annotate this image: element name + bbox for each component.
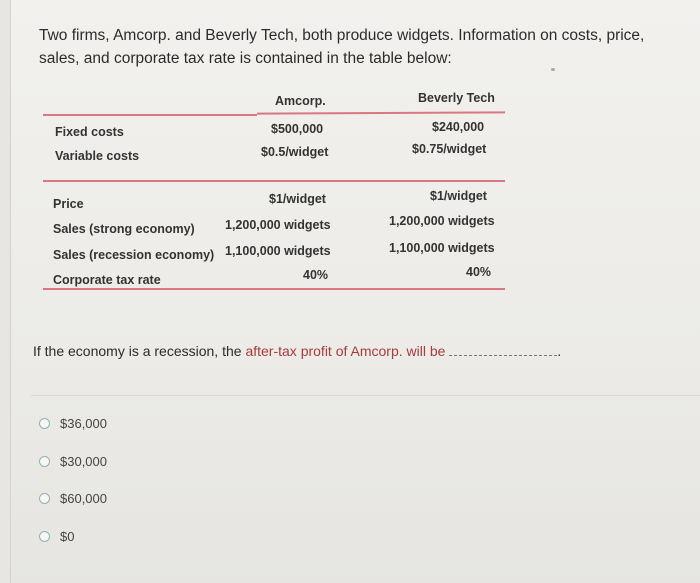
question-text: [33, 343, 673, 359]
row-label-price: Price: [53, 197, 84, 211]
radio-button[interactable]: [39, 493, 50, 504]
question-end: .: [557, 343, 562, 359]
option-1[interactable]: [39, 416, 107, 431]
question-sheet: [10, 0, 700, 583]
option-label: $36,000: [60, 416, 107, 431]
radio-button[interactable]: [39, 531, 50, 542]
answer-blank: [449, 345, 557, 356]
option-label: $60,000: [60, 491, 107, 506]
row-label-sales-recession: Sales (recession economy): [53, 248, 215, 262]
option-4[interactable]: [39, 529, 74, 544]
amcorp-price: $1/widget: [269, 192, 326, 206]
intro-text: Two firms, Amcorp. and Beverly Tech, both produce widgets. Information on costs, price, sales, and corporate tax rate is contained in the table below:: [39, 27, 645, 67]
middle-rule: [43, 180, 505, 182]
bottom-rule: [43, 288, 505, 290]
option-label: $0: [60, 529, 75, 544]
col-header-beverly: Beverly Tech: [418, 91, 495, 105]
options-divider: [31, 395, 700, 396]
row-label-tax-rate: Corporate tax rate: [53, 273, 161, 287]
header-rule-right: [257, 111, 505, 114]
row-label-fixed-costs: Fixed costs: [55, 125, 124, 139]
option-label: $30,000: [60, 454, 107, 469]
question-part1: If the economy is a recession, the: [33, 343, 246, 359]
amcorp-tax-rate: 40%: [303, 268, 329, 282]
amcorp-sales-recession: 1,100,000 widgets: [225, 244, 331, 258]
question-highlight: after-tax profit of Amcorp. will be: [245, 343, 446, 359]
radio-button[interactable]: [39, 456, 50, 467]
data-table: [35, 84, 505, 294]
beverly-sales-recession: 1,100,000 widgets: [389, 241, 495, 255]
beverly-fixed-costs: $240,000: [432, 120, 485, 134]
row-label-variable-costs: Variable costs: [55, 149, 140, 163]
beverly-sales-strong: 1,200,000 widgets: [389, 214, 495, 228]
beverly-tax-rate: 40%: [466, 265, 492, 279]
beverly-variable-costs: $0.75/widget: [412, 142, 487, 156]
amcorp-variable-costs: $0.5/widget: [261, 145, 329, 159]
col-header-amcorp: Amcorp.: [275, 94, 326, 108]
amcorp-sales-strong: 1,200,000 widgets: [225, 218, 331, 232]
header-rule-left: [43, 114, 257, 116]
beverly-price: $1/widget: [430, 189, 487, 203]
row-label-sales-strong: Sales (strong economy): [53, 222, 195, 236]
radio-button[interactable]: [39, 418, 50, 429]
amcorp-fixed-costs: $500,000: [271, 122, 324, 136]
option-2[interactable]: [39, 454, 107, 469]
option-3[interactable]: [39, 491, 107, 506]
smudge: [551, 68, 555, 71]
